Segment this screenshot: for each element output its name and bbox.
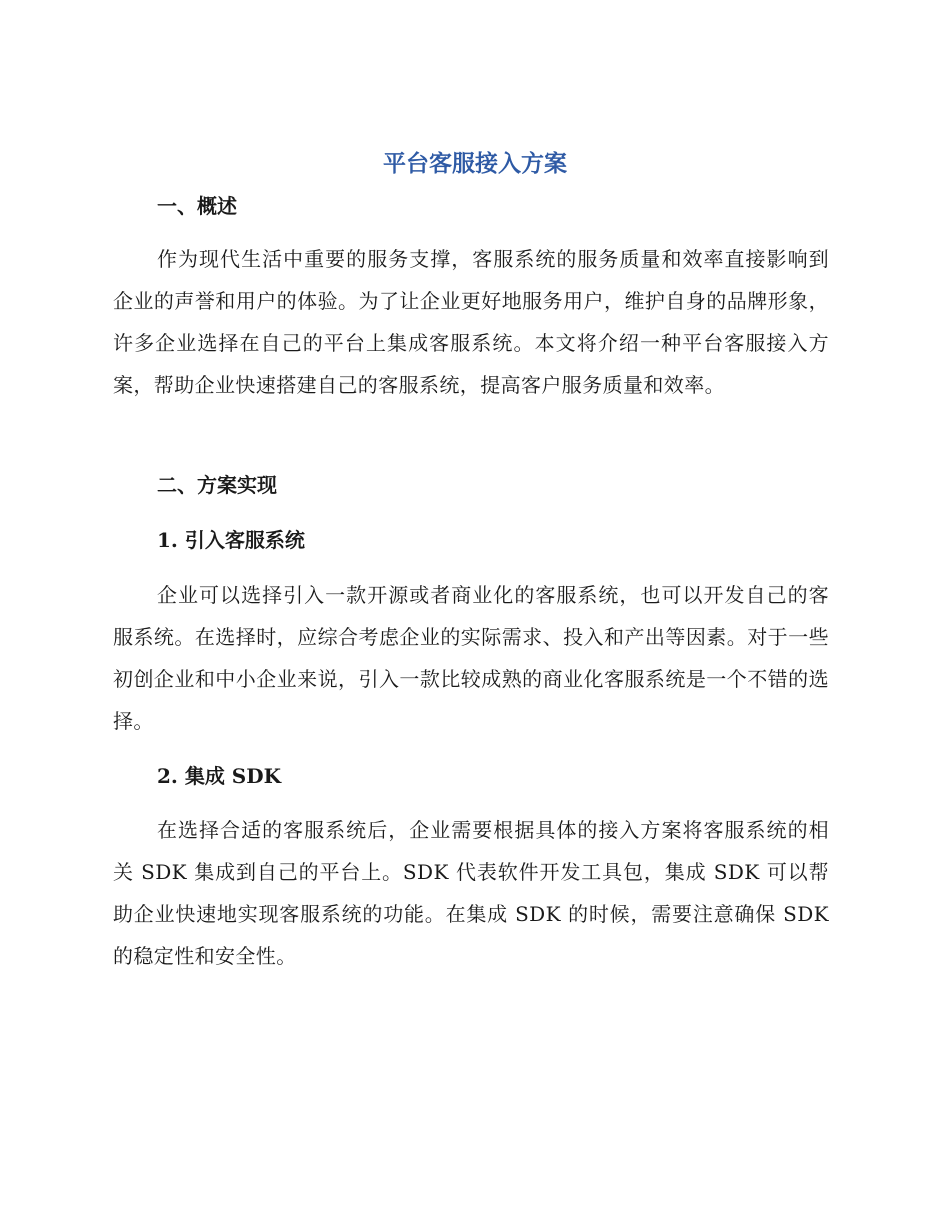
section-heading-overview: 一、概述: [157, 194, 237, 218]
section-heading-implementation: 二、方案实现: [157, 473, 277, 497]
subsection-heading-introduce-system: 1. 引入客服系统: [157, 528, 305, 552]
integrate-sdk-paragraph: 在选择合适的客服系统后，企业需要根据具体的接入方案将客服系统的相关 SDK 集成到自己的平台上。SDK 代表软件开发工具包，集成 SDK 可以帮助企业快速地实现客服系统的功能。在集成 SDK 的时候，需要注意确保 SDK 的稳定性和安全性。: [113, 818, 829, 968]
overview-paragraph: 作为现代生活中重要的服务支撑，客服系统的服务质量和效率直接影响到企业的声誉和用户的体验。为了让企业更好地服务用户，维护自身的品牌形象，许多企业选择在自己的平台上集成客服系统。本文将介绍一种平台客服接入方案，帮助企业快速搭建自己的客服系统，提高客户服务质量和效率。: [113, 247, 829, 397]
subsection-heading-integrate-sdk: 2. 集成 SDK: [157, 764, 281, 788]
document-title: 平台客服接入方案: [383, 151, 567, 177]
introduce-system-paragraph: 企业可以选择引入一款开源或者商业化的客服系统，也可以开发自己的客服系统。在选择时，应综合考虑企业的实际需求、投入和产出等因素。对于一些初创企业和中小企业来说，引入一款比较成熟的商业化客服系统是一个不错的选择。: [113, 583, 829, 733]
